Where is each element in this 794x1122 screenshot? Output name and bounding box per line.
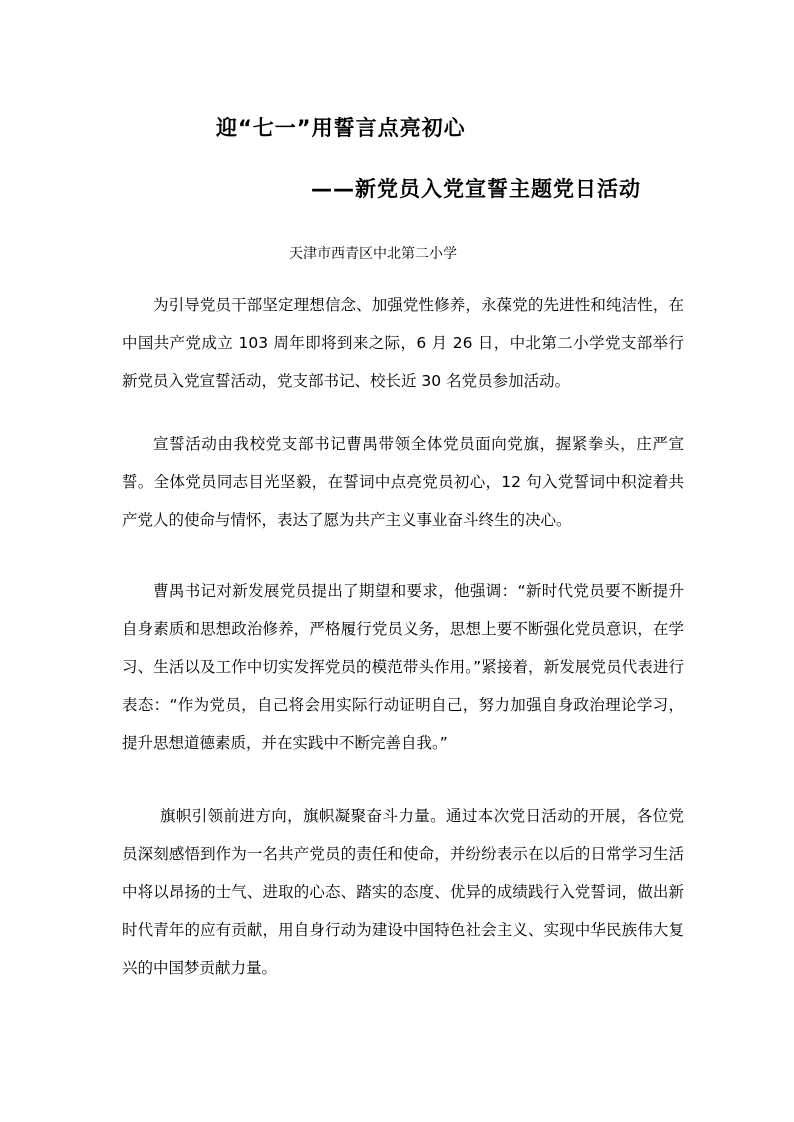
organization-name: 天津市西青区中北第二小学 <box>289 246 457 262</box>
document-title: 迎“七一”用誓言点亮初心 <box>216 116 466 140</box>
paragraph-4: 旗帜引领前进方向，旗帜凝聚奋斗力量。通过本次党日活动的开展，各位党员深刻感悟到作为一名共产党员的责任和使命，并纷纷表示在以后的日常学习生活中将以昂扬的士气、进取的心态、踏实的态度、优异的成绩践行入党誓词，做出新时代青年的应有贡献，用自身行动为建设中国特色社会主义、实现中华民族伟大复兴的中国梦贡献力量。 <box>122 807 684 977</box>
document-subtitle: ——新党员入党宣誓主题党日活动 <box>311 177 641 201</box>
paragraph-3: 曹禺书记对新发展党员提出了期望和要求，他强调：“新时代党员要不断提升自身素质和思想政治修养，严格履行党员义务，思想上要不断强化党员意识，在学习、生活以及工作中切实发挥党员的模范带头作用。”紧接着，新发展党员代表进行表态：“作为党员，自己将会用实际行动证明自己，努力加强自身政治理论学习，提升思想道德素质，并在实践中不断完善自我。” <box>122 582 684 752</box>
paragraph-1: 为引导党员干部坚定理想信念、加强党性修养，永葆党的先进性和纯洁性，在中国共产党成立 103 周年即将到来之际，6 月 26 日，中北第二小学党支部举行新党员入党宣誓活动，党支部书记、校长近 30 名党员参加活动。 <box>122 296 684 390</box>
paragraph-2: 宣誓活动由我校党支部书记曹禺带领全体党员面向党旗，握紧拳头，庄严宣誓。全体党员同志目光坚毅，在誓词中点亮党员初心，12 句入党誓词中积淀着共产党人的使命与情怀，表达了愿为共产主义事业奋斗终生的决心。 <box>122 435 684 529</box>
